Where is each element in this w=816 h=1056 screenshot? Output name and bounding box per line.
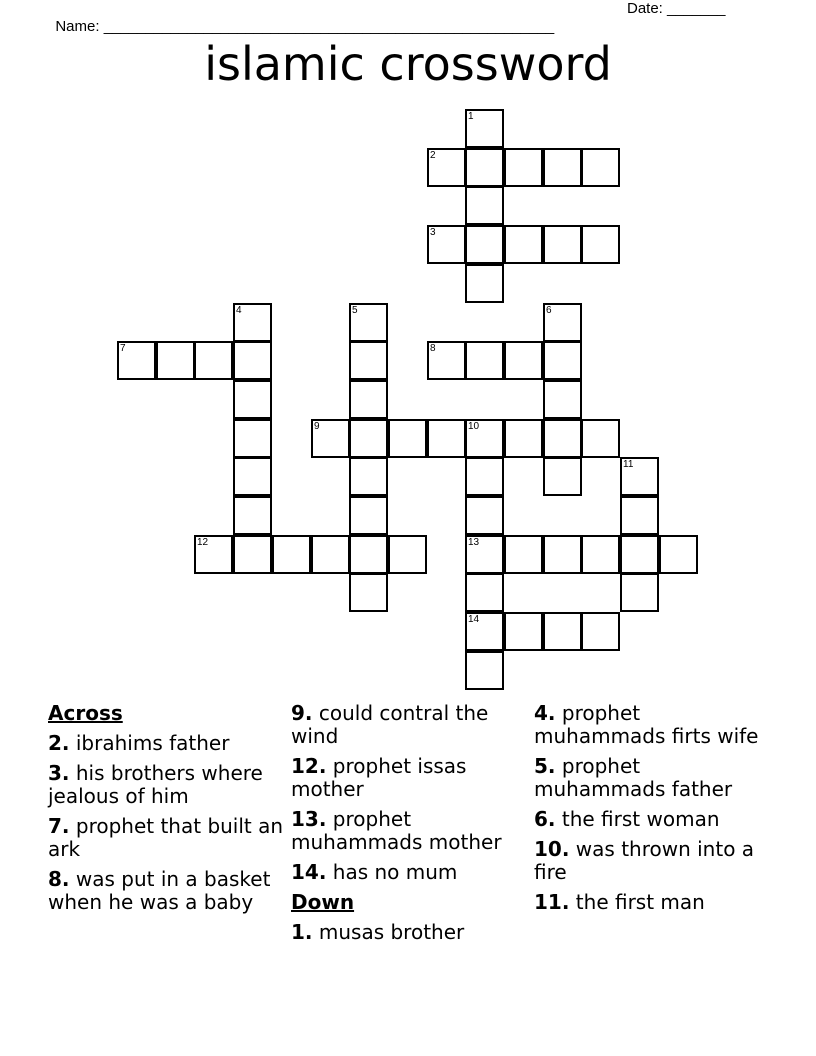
crossword-cell[interactable] — [427, 225, 466, 264]
crossword-cell[interactable] — [581, 419, 620, 458]
cell-number: 10 — [468, 421, 480, 432]
crossword-cell[interactable] — [427, 419, 466, 458]
clue-across-8 — [48, 868, 284, 914]
clue-number: 7. — [48, 814, 70, 838]
clues-column-3 — [534, 702, 770, 921]
crossword-cell[interactable] — [349, 341, 388, 380]
crossword-cell[interactable] — [620, 535, 659, 574]
crossword-cell[interactable] — [465, 612, 504, 651]
clues-column-2 — [291, 702, 527, 951]
crossword-cell[interactable] — [349, 535, 388, 574]
crossword-cell[interactable] — [465, 457, 504, 496]
clue-text: prophet muhammads firts wife — [534, 701, 759, 748]
crossword-cell[interactable] — [504, 535, 543, 574]
clue-number: 8. — [48, 867, 70, 891]
cell-number: 13 — [468, 537, 480, 548]
crossword-cell[interactable] — [504, 419, 543, 458]
crossword-cell[interactable] — [543, 148, 582, 187]
cell-number: 3 — [430, 227, 436, 238]
clues-column-1 — [48, 702, 284, 921]
crossword-cell[interactable] — [233, 419, 272, 458]
date-field-label[interactable]: Date: _______ — [627, 0, 726, 17]
crossword-cell[interactable] — [465, 651, 504, 690]
cell-number: 8 — [430, 343, 436, 354]
clue-number: 10. — [534, 837, 570, 861]
crossword-cell[interactable] — [465, 573, 504, 612]
crossword-cell[interactable] — [427, 341, 466, 380]
clue-number: 1. — [291, 920, 313, 944]
name-field-label[interactable]: Name: ______________________________________________________ — [55, 18, 555, 35]
crossword-cell[interactable] — [620, 457, 659, 496]
crossword-cell[interactable] — [465, 535, 504, 574]
clue-text: was put in a basket when he was a baby — [48, 867, 271, 914]
crossword-cell[interactable] — [349, 496, 388, 535]
clue-text: could contral the wind — [291, 701, 489, 748]
crossword-cell[interactable] — [233, 303, 272, 342]
crossword-cell[interactable] — [465, 186, 504, 225]
crossword-cell[interactable] — [465, 419, 504, 458]
crossword-cell[interactable] — [504, 612, 543, 651]
clue-text: prophet muhammads father — [534, 754, 733, 801]
crossword-cell[interactable] — [465, 148, 504, 187]
clue-text: was thrown into a fire — [534, 837, 755, 884]
clue-number: 2. — [48, 731, 70, 755]
crossword-cell[interactable] — [543, 419, 582, 458]
crossword-cell[interactable] — [543, 535, 582, 574]
clue-down-11 — [534, 891, 770, 914]
crossword-cell[interactable] — [388, 419, 427, 458]
clue-down-5 — [534, 755, 770, 801]
clue-text: prophet muhammads mother — [291, 807, 502, 854]
clue-down-1 — [291, 921, 527, 944]
crossword-cell[interactable] — [349, 573, 388, 612]
clue-across-13 — [291, 808, 527, 854]
crossword-cell[interactable] — [233, 535, 272, 574]
clue-across-7 — [48, 815, 284, 861]
crossword-cell[interactable] — [543, 457, 582, 496]
crossword-cell[interactable] — [233, 457, 272, 496]
crossword-cell[interactable] — [504, 341, 543, 380]
crossword-cell[interactable] — [465, 341, 504, 380]
crossword-cell[interactable] — [465, 264, 504, 303]
clue-text: prophet issas mother — [291, 754, 467, 801]
crossword-cell[interactable] — [272, 535, 311, 574]
clue-number: 11. — [534, 890, 570, 914]
clue-number: 4. — [534, 701, 556, 725]
crossword-cell[interactable] — [504, 225, 543, 264]
crossword-cell[interactable] — [233, 380, 272, 419]
crossword-cell[interactable] — [349, 457, 388, 496]
crossword-cell[interactable] — [543, 303, 582, 342]
crossword-cell[interactable] — [581, 612, 620, 651]
crossword-cell[interactable] — [388, 535, 427, 574]
crossword-cell[interactable] — [156, 341, 195, 380]
clue-down-6 — [534, 808, 770, 831]
clue-across-3 — [48, 762, 284, 808]
crossword-cell[interactable] — [543, 380, 582, 419]
clue-across-12 — [291, 755, 527, 801]
crossword-cell[interactable] — [543, 341, 582, 380]
crossword-cell[interactable] — [194, 535, 233, 574]
clue-number: 3. — [48, 761, 70, 785]
cell-number: 9 — [314, 421, 320, 432]
cell-number: 6 — [546, 305, 552, 316]
crossword-cell[interactable] — [349, 380, 388, 419]
crossword-cell[interactable] — [581, 535, 620, 574]
clue-number: 12. — [291, 754, 327, 778]
crossword-cell[interactable] — [581, 148, 620, 187]
clue-text: his brothers where jealous of him — [48, 761, 263, 808]
clue-down-10 — [534, 838, 770, 884]
clue-number: 6. — [534, 807, 556, 831]
across-heading: Across — [48, 701, 123, 725]
clue-across-9 — [291, 702, 527, 748]
crossword-cell[interactable] — [233, 341, 272, 380]
clue-across-2 — [48, 732, 284, 755]
crossword-cell[interactable] — [620, 496, 659, 535]
crossword-cell[interactable] — [427, 148, 466, 187]
down-heading: Down — [291, 890, 355, 914]
crossword-cell[interactable] — [659, 535, 698, 574]
cell-number: 11 — [623, 459, 634, 470]
crossword-cell[interactable] — [349, 419, 388, 458]
clue-number: 9. — [291, 701, 313, 725]
crossword-cell[interactable] — [233, 496, 272, 535]
clue-down-4 — [534, 702, 770, 748]
clue-number: 5. — [534, 754, 556, 778]
clue-number: 14. — [291, 860, 327, 884]
crossword-cell[interactable] — [465, 496, 504, 535]
crossword-cell[interactable] — [311, 419, 350, 458]
crossword-cell[interactable] — [543, 225, 582, 264]
crossword-cell[interactable] — [117, 341, 156, 380]
cell-number: 1 — [468, 111, 474, 122]
page-title: islamic crossword — [204, 37, 612, 91]
crossword-cell[interactable] — [504, 148, 543, 187]
cell-number: 5 — [352, 305, 358, 316]
clue-text: has no mum — [332, 860, 458, 884]
crossword-cell[interactable] — [311, 535, 350, 574]
crossword-cell[interactable] — [349, 303, 388, 342]
clue-text: musas brother — [318, 920, 465, 944]
crossword-cell[interactable] — [620, 573, 659, 612]
clue-text: the first man — [575, 890, 705, 914]
crossword-cell[interactable] — [465, 225, 504, 264]
clue-text: prophet that built an ark — [48, 814, 284, 861]
cell-number: 2 — [430, 150, 436, 161]
crossword-cell[interactable] — [581, 225, 620, 264]
clue-number: 13. — [291, 807, 327, 831]
crossword-cell[interactable] — [194, 341, 233, 380]
cell-number: 7 — [120, 343, 126, 354]
crossword-cell[interactable] — [543, 612, 582, 651]
clue-across-14 — [291, 861, 527, 884]
cell-number: 4 — [236, 305, 242, 316]
clue-text: the first woman — [561, 807, 720, 831]
cell-number: 14 — [468, 614, 480, 625]
clue-text: ibrahims father — [75, 731, 230, 755]
cell-number: 12 — [197, 537, 209, 548]
crossword-cell[interactable] — [465, 109, 504, 148]
